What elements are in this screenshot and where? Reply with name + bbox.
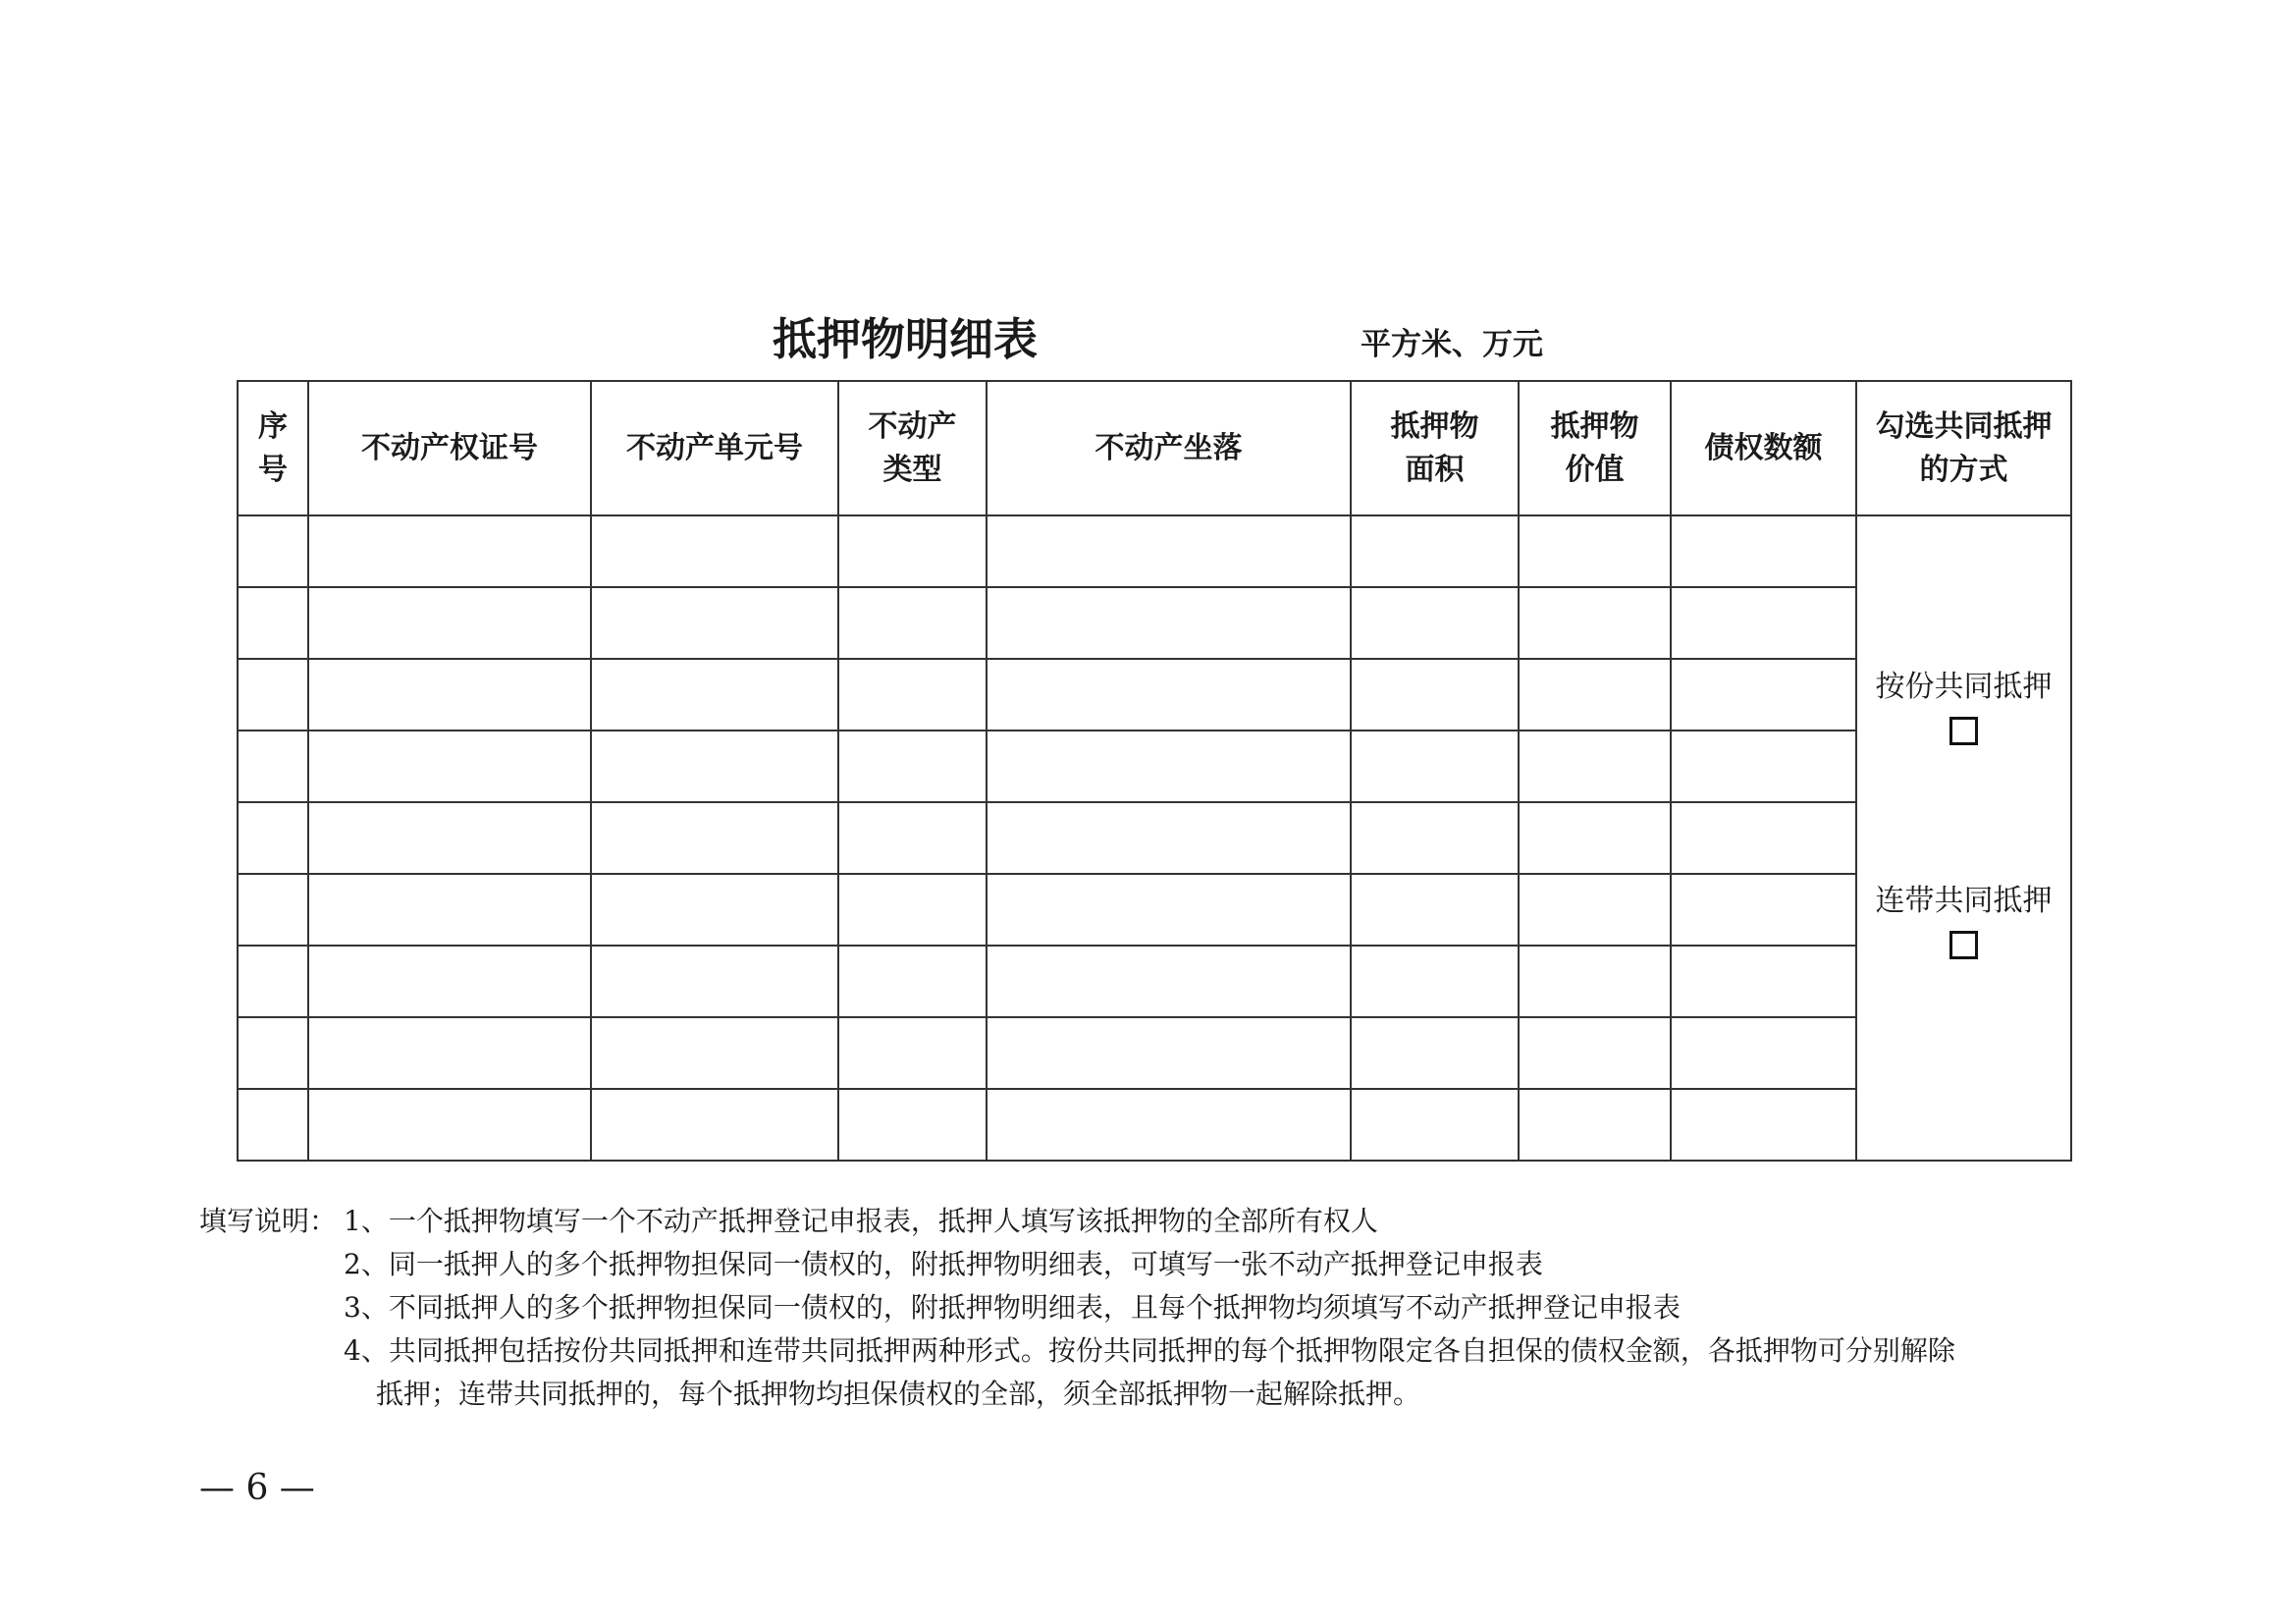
cell-seq[interactable] bbox=[238, 874, 308, 946]
cell-area[interactable] bbox=[1351, 587, 1519, 659]
cell-unit-no[interactable] bbox=[591, 1017, 838, 1089]
cell-seq[interactable] bbox=[238, 587, 308, 659]
table-row bbox=[238, 874, 2071, 946]
page-number: — 6 — bbox=[199, 1468, 315, 1508]
cell-value[interactable] bbox=[1519, 659, 1671, 731]
cell-location[interactable] bbox=[987, 731, 1351, 802]
cell-location[interactable] bbox=[987, 659, 1351, 731]
cell-seq[interactable] bbox=[238, 515, 308, 587]
cell-cert-no[interactable] bbox=[308, 802, 591, 874]
header-area: 抵押物 面积 bbox=[1351, 381, 1519, 515]
cell-cert-no[interactable] bbox=[308, 587, 591, 659]
method-cell bbox=[1856, 515, 2071, 1161]
cell-cert-no[interactable] bbox=[308, 731, 591, 802]
table-row bbox=[238, 1089, 2071, 1161]
cell-cert-no[interactable] bbox=[308, 515, 591, 587]
cell-location[interactable] bbox=[987, 587, 1351, 659]
header-debt-amount: 债权数额 bbox=[1671, 381, 1856, 515]
cell-area[interactable] bbox=[1351, 659, 1519, 731]
cell-unit-no[interactable] bbox=[591, 587, 838, 659]
cell-seq[interactable] bbox=[238, 802, 308, 874]
cell-cert-no[interactable] bbox=[308, 946, 591, 1017]
cell-unit-no[interactable] bbox=[591, 1089, 838, 1161]
table-row bbox=[238, 946, 2071, 1017]
cell-type[interactable] bbox=[838, 802, 987, 874]
table-header-row bbox=[238, 381, 2071, 515]
cell-type[interactable] bbox=[838, 874, 987, 946]
cell-unit-no[interactable] bbox=[591, 659, 838, 731]
cell-value[interactable] bbox=[1519, 731, 1671, 802]
cell-debt-amount[interactable] bbox=[1671, 587, 1856, 659]
cell-seq[interactable] bbox=[238, 1089, 308, 1161]
option-proportional-checkbox[interactable] bbox=[1949, 717, 1978, 745]
cell-area[interactable] bbox=[1351, 731, 1519, 802]
cell-type[interactable] bbox=[838, 946, 987, 1017]
table-body bbox=[238, 515, 2071, 1161]
form-title: 抵押物明细表 bbox=[773, 313, 1039, 365]
cell-value[interactable] bbox=[1519, 946, 1671, 1017]
collateral-table bbox=[237, 380, 2072, 1162]
cell-debt-amount[interactable] bbox=[1671, 1017, 1856, 1089]
header-value: 抵押物 价值 bbox=[1519, 381, 1671, 515]
cell-type[interactable] bbox=[838, 587, 987, 659]
cell-debt-amount[interactable] bbox=[1671, 659, 1856, 731]
instructions-label: 填写说明： bbox=[199, 1205, 338, 1237]
table-row bbox=[238, 1017, 2071, 1089]
cell-area[interactable] bbox=[1351, 1017, 1519, 1089]
cell-type[interactable] bbox=[838, 1017, 987, 1089]
cell-type[interactable] bbox=[838, 1089, 987, 1161]
cell-cert-no[interactable] bbox=[308, 659, 591, 731]
cell-seq[interactable] bbox=[238, 946, 308, 1017]
cell-type[interactable] bbox=[838, 731, 987, 802]
cell-debt-amount[interactable] bbox=[1671, 802, 1856, 874]
cell-debt-amount[interactable] bbox=[1671, 946, 1856, 1017]
cell-location[interactable] bbox=[987, 515, 1351, 587]
cell-area[interactable] bbox=[1351, 1089, 1519, 1161]
cell-value[interactable] bbox=[1519, 515, 1671, 587]
cell-type[interactable] bbox=[838, 659, 987, 731]
cell-seq[interactable] bbox=[238, 731, 308, 802]
header-seq: 序 号 bbox=[238, 381, 308, 515]
header-unit-no: 不动产单元号 bbox=[591, 381, 838, 515]
table-row bbox=[238, 731, 2071, 802]
cell-area[interactable] bbox=[1351, 802, 1519, 874]
cell-value[interactable] bbox=[1519, 1017, 1671, 1089]
cell-seq[interactable] bbox=[238, 1017, 308, 1089]
cell-location[interactable] bbox=[987, 1017, 1351, 1089]
header-type: 不动产 类型 bbox=[838, 381, 987, 515]
instruction-item: 2、同一抵押人的多个抵押物担保同一债权的，附抵押物明细表，可填写一张不动产抵押登记申报表 bbox=[344, 1248, 1543, 1280]
option-joint-label: 连带共同抵押 bbox=[1875, 884, 2053, 918]
cell-debt-amount[interactable] bbox=[1671, 1089, 1856, 1161]
cell-value[interactable] bbox=[1519, 587, 1671, 659]
option-proportional-label: 按份共同抵押 bbox=[1875, 670, 2053, 704]
cell-area[interactable] bbox=[1351, 874, 1519, 946]
cell-cert-no[interactable] bbox=[308, 1017, 591, 1089]
cell-cert-no[interactable] bbox=[308, 874, 591, 946]
option-proportional bbox=[1857, 666, 2070, 745]
cell-debt-amount[interactable] bbox=[1671, 874, 1856, 946]
cell-location[interactable] bbox=[987, 946, 1351, 1017]
cell-seq[interactable] bbox=[238, 659, 308, 731]
cell-debt-amount[interactable] bbox=[1671, 731, 1856, 802]
cell-unit-no[interactable] bbox=[591, 874, 838, 946]
cell-area[interactable] bbox=[1351, 946, 1519, 1017]
cell-value[interactable] bbox=[1519, 1089, 1671, 1161]
cell-value[interactable] bbox=[1519, 802, 1671, 874]
option-joint bbox=[1857, 880, 2070, 959]
cell-type[interactable] bbox=[838, 515, 987, 587]
instruction-continuation: 抵押；连带共同抵押的，每个抵押物均担保债权的全部，须全部抵押物一起解除抵押。 bbox=[376, 1378, 1421, 1410]
cell-unit-no[interactable] bbox=[591, 731, 838, 802]
table-row bbox=[238, 587, 2071, 659]
unit-label: 平方米、万元 bbox=[1361, 327, 1543, 362]
header-method: 勾选共同抵押 的方式 bbox=[1856, 381, 2071, 515]
cell-area[interactable] bbox=[1351, 515, 1519, 587]
cell-value[interactable] bbox=[1519, 874, 1671, 946]
option-joint-checkbox[interactable] bbox=[1949, 931, 1978, 959]
cell-unit-no[interactable] bbox=[591, 802, 838, 874]
cell-debt-amount[interactable] bbox=[1671, 515, 1856, 587]
cell-unit-no[interactable] bbox=[591, 515, 838, 587]
table-row bbox=[238, 659, 2071, 731]
table-row bbox=[238, 515, 2071, 587]
instruction-item: 3、不同抵押人的多个抵押物担保同一债权的，附抵押物明细表，且每个抵押物均须填写不动产抵押登记申报表 bbox=[344, 1291, 1681, 1324]
cell-unit-no[interactable] bbox=[591, 946, 838, 1017]
cell-location[interactable] bbox=[987, 874, 1351, 946]
header-cert-no: 不动产权证号 bbox=[308, 381, 591, 515]
instruction-item: 4、共同抵押包括按份共同抵押和连带共同抵押两种形式。按份共同抵押的每个抵押物限定各自担保的债权金额，各抵押物可分别解除 bbox=[344, 1334, 1955, 1367]
cell-cert-no[interactable] bbox=[308, 1089, 591, 1161]
instruction-item: 1、一个抵押物填写一个不动产抵押登记申报表，抵押人填写该抵押物的全部所有权人 bbox=[344, 1205, 1378, 1237]
cell-location[interactable] bbox=[987, 802, 1351, 874]
table-row bbox=[238, 802, 2071, 874]
header-location: 不动产坐落 bbox=[987, 381, 1351, 515]
cell-location[interactable] bbox=[987, 1089, 1351, 1161]
